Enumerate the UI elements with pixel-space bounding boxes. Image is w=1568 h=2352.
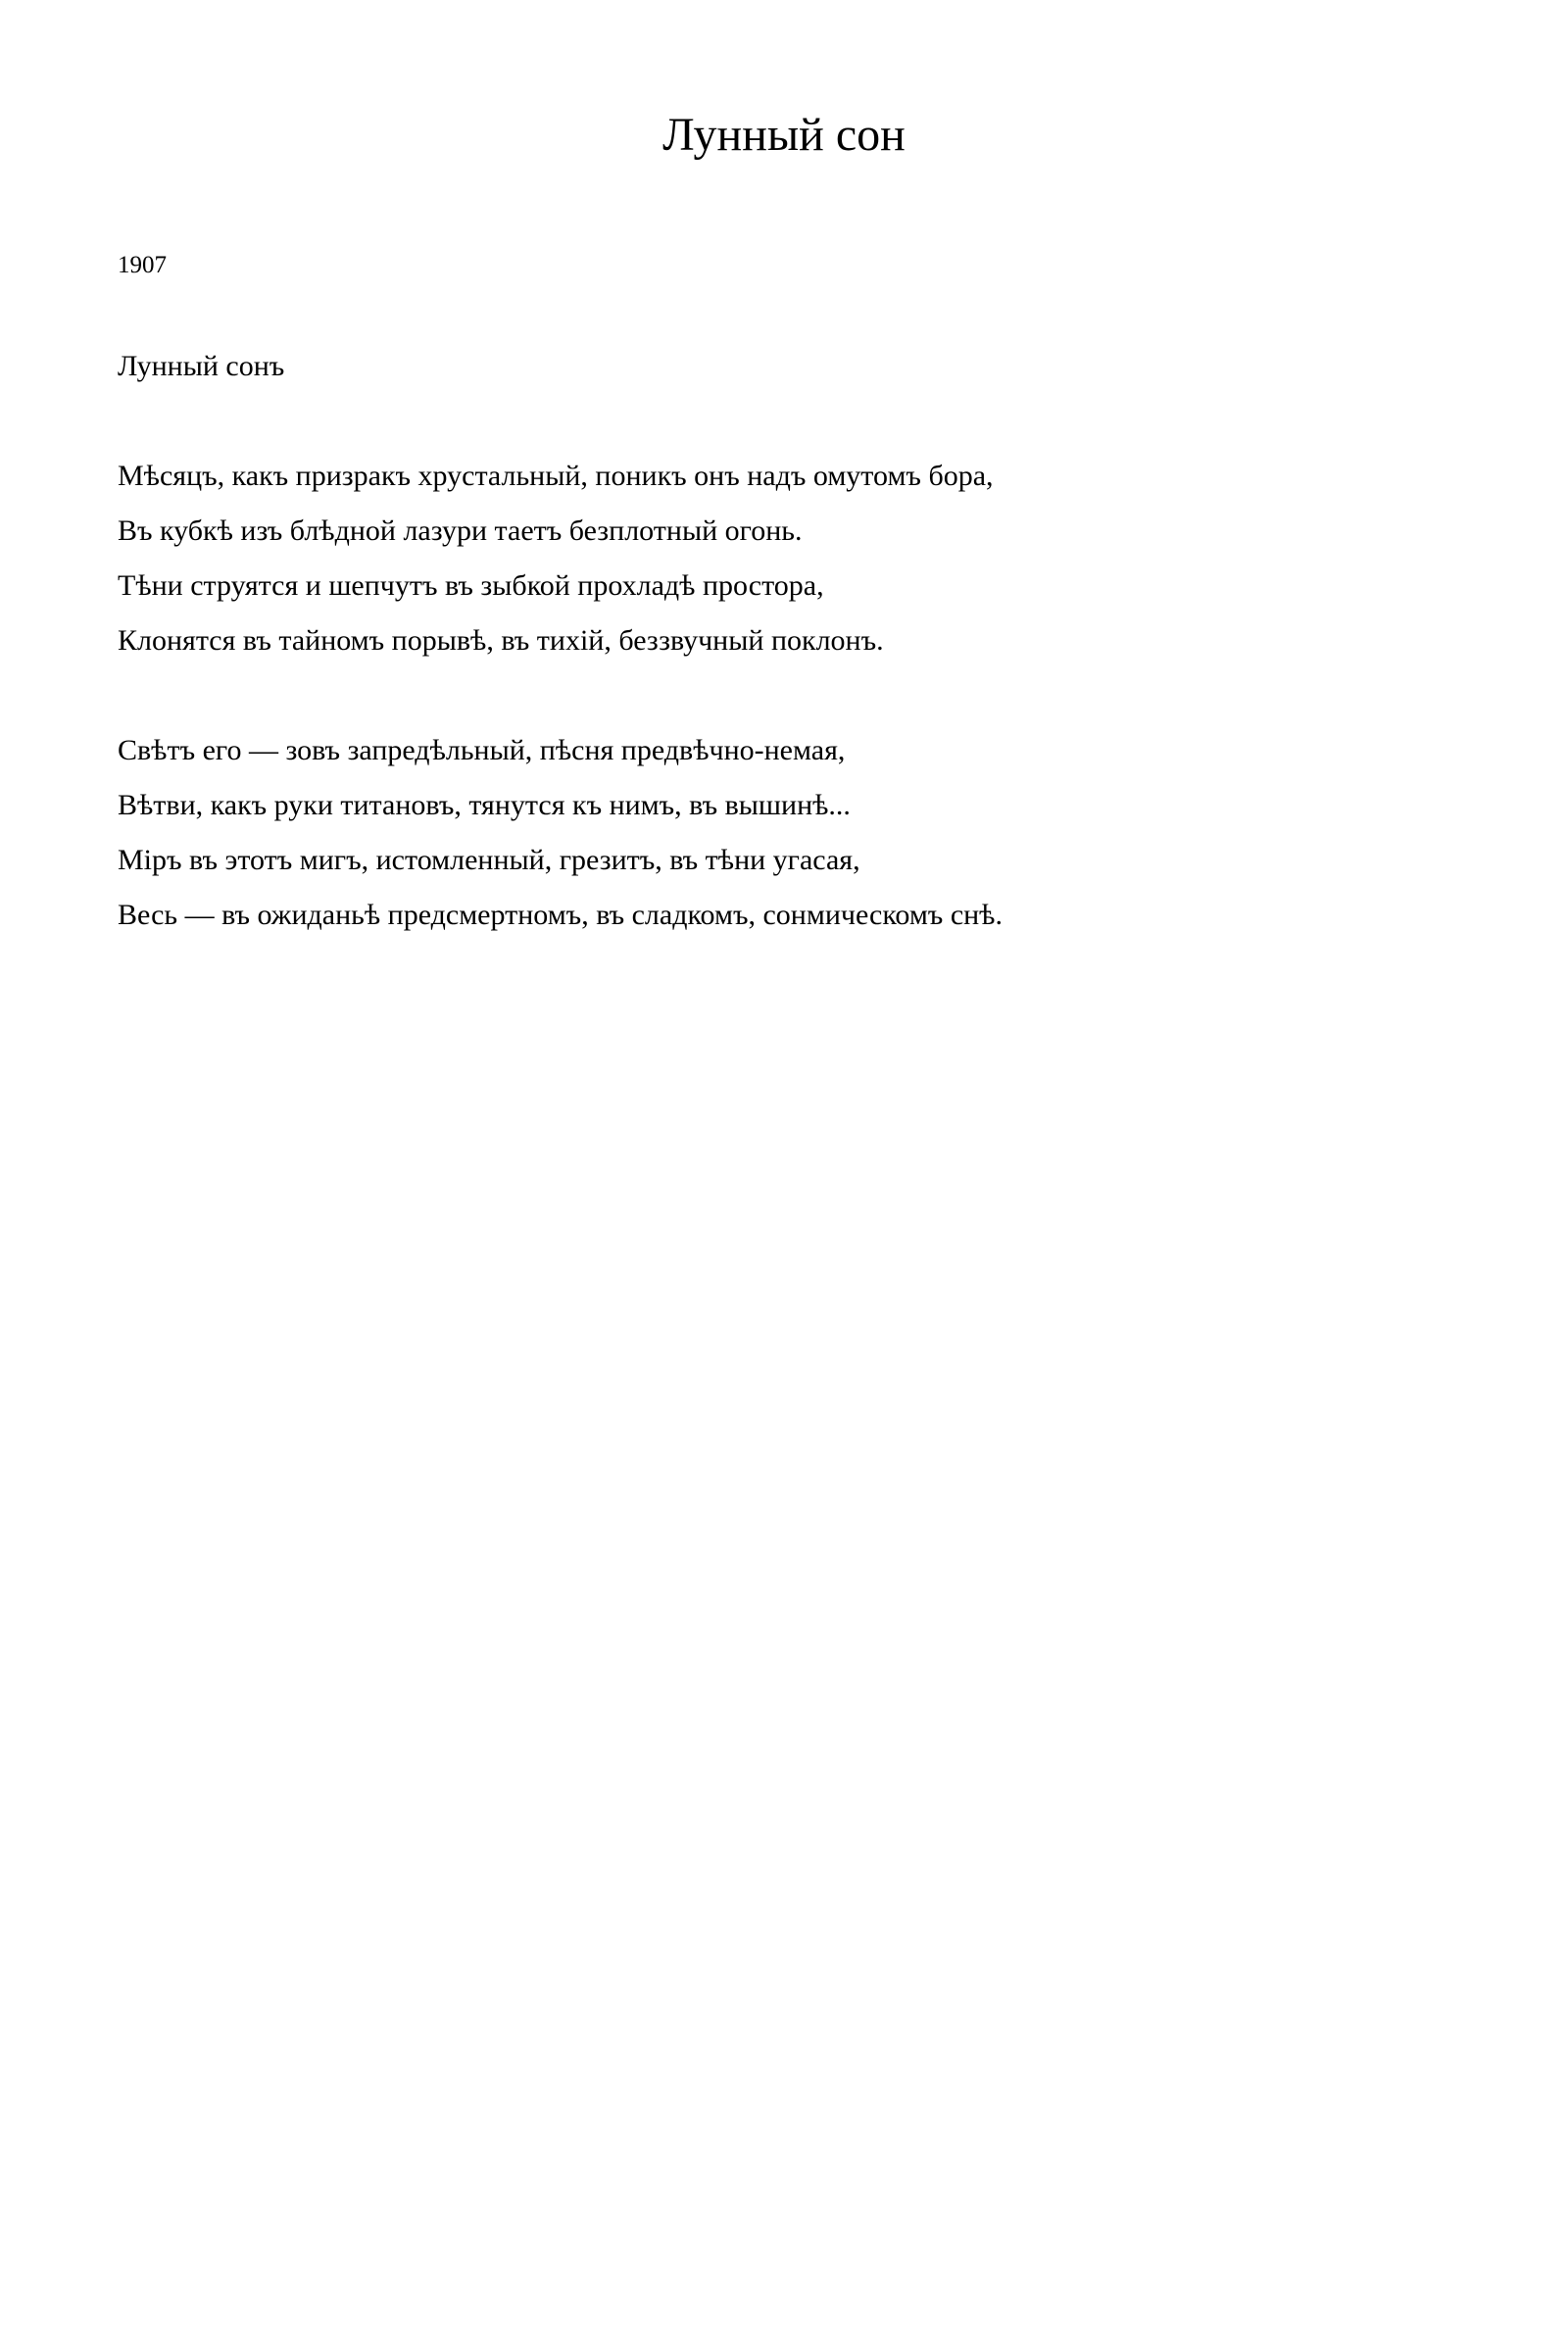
poem-line: Весь — въ ожиданьѣ предсмертномъ, въ сладкомъ, сонмическомъ снѣ.	[118, 899, 1003, 931]
poem-line: Въ кубкѣ изъ блѣдной лазури таетъ безплотный огонь.	[118, 514, 803, 547]
poem-line: Міръ въ этотъ мигъ, истомленный, грезитъ, въ тѣни угасая,	[118, 844, 860, 876]
poem-subtitle: Лунный сонъ	[118, 350, 285, 382]
page-title: Лунный сон	[662, 109, 906, 161]
poem-year: 1907	[118, 252, 167, 278]
stanza-1	[118, 449, 994, 668]
poem-line: Мѣсяцъ, какъ призракъ хрустальный, поникъ онъ надъ омутомъ бора,	[118, 460, 994, 492]
stanza-2	[118, 723, 1003, 943]
poem-line: Тѣни струятся и шепчутъ въ зыбкой прохладѣ простора,	[118, 569, 824, 602]
poem-line: Клонятся въ тайномъ порывѣ, въ тихій, беззвучный поклонъ.	[118, 624, 884, 657]
poem-line: Свѣтъ его — зовъ запредѣльный, пѣсня предвѣчно-немая,	[118, 734, 846, 766]
poem-line: Вѣтви, какъ руки титановъ, тянутся къ нимъ, въ вышинѣ...	[118, 789, 851, 821]
